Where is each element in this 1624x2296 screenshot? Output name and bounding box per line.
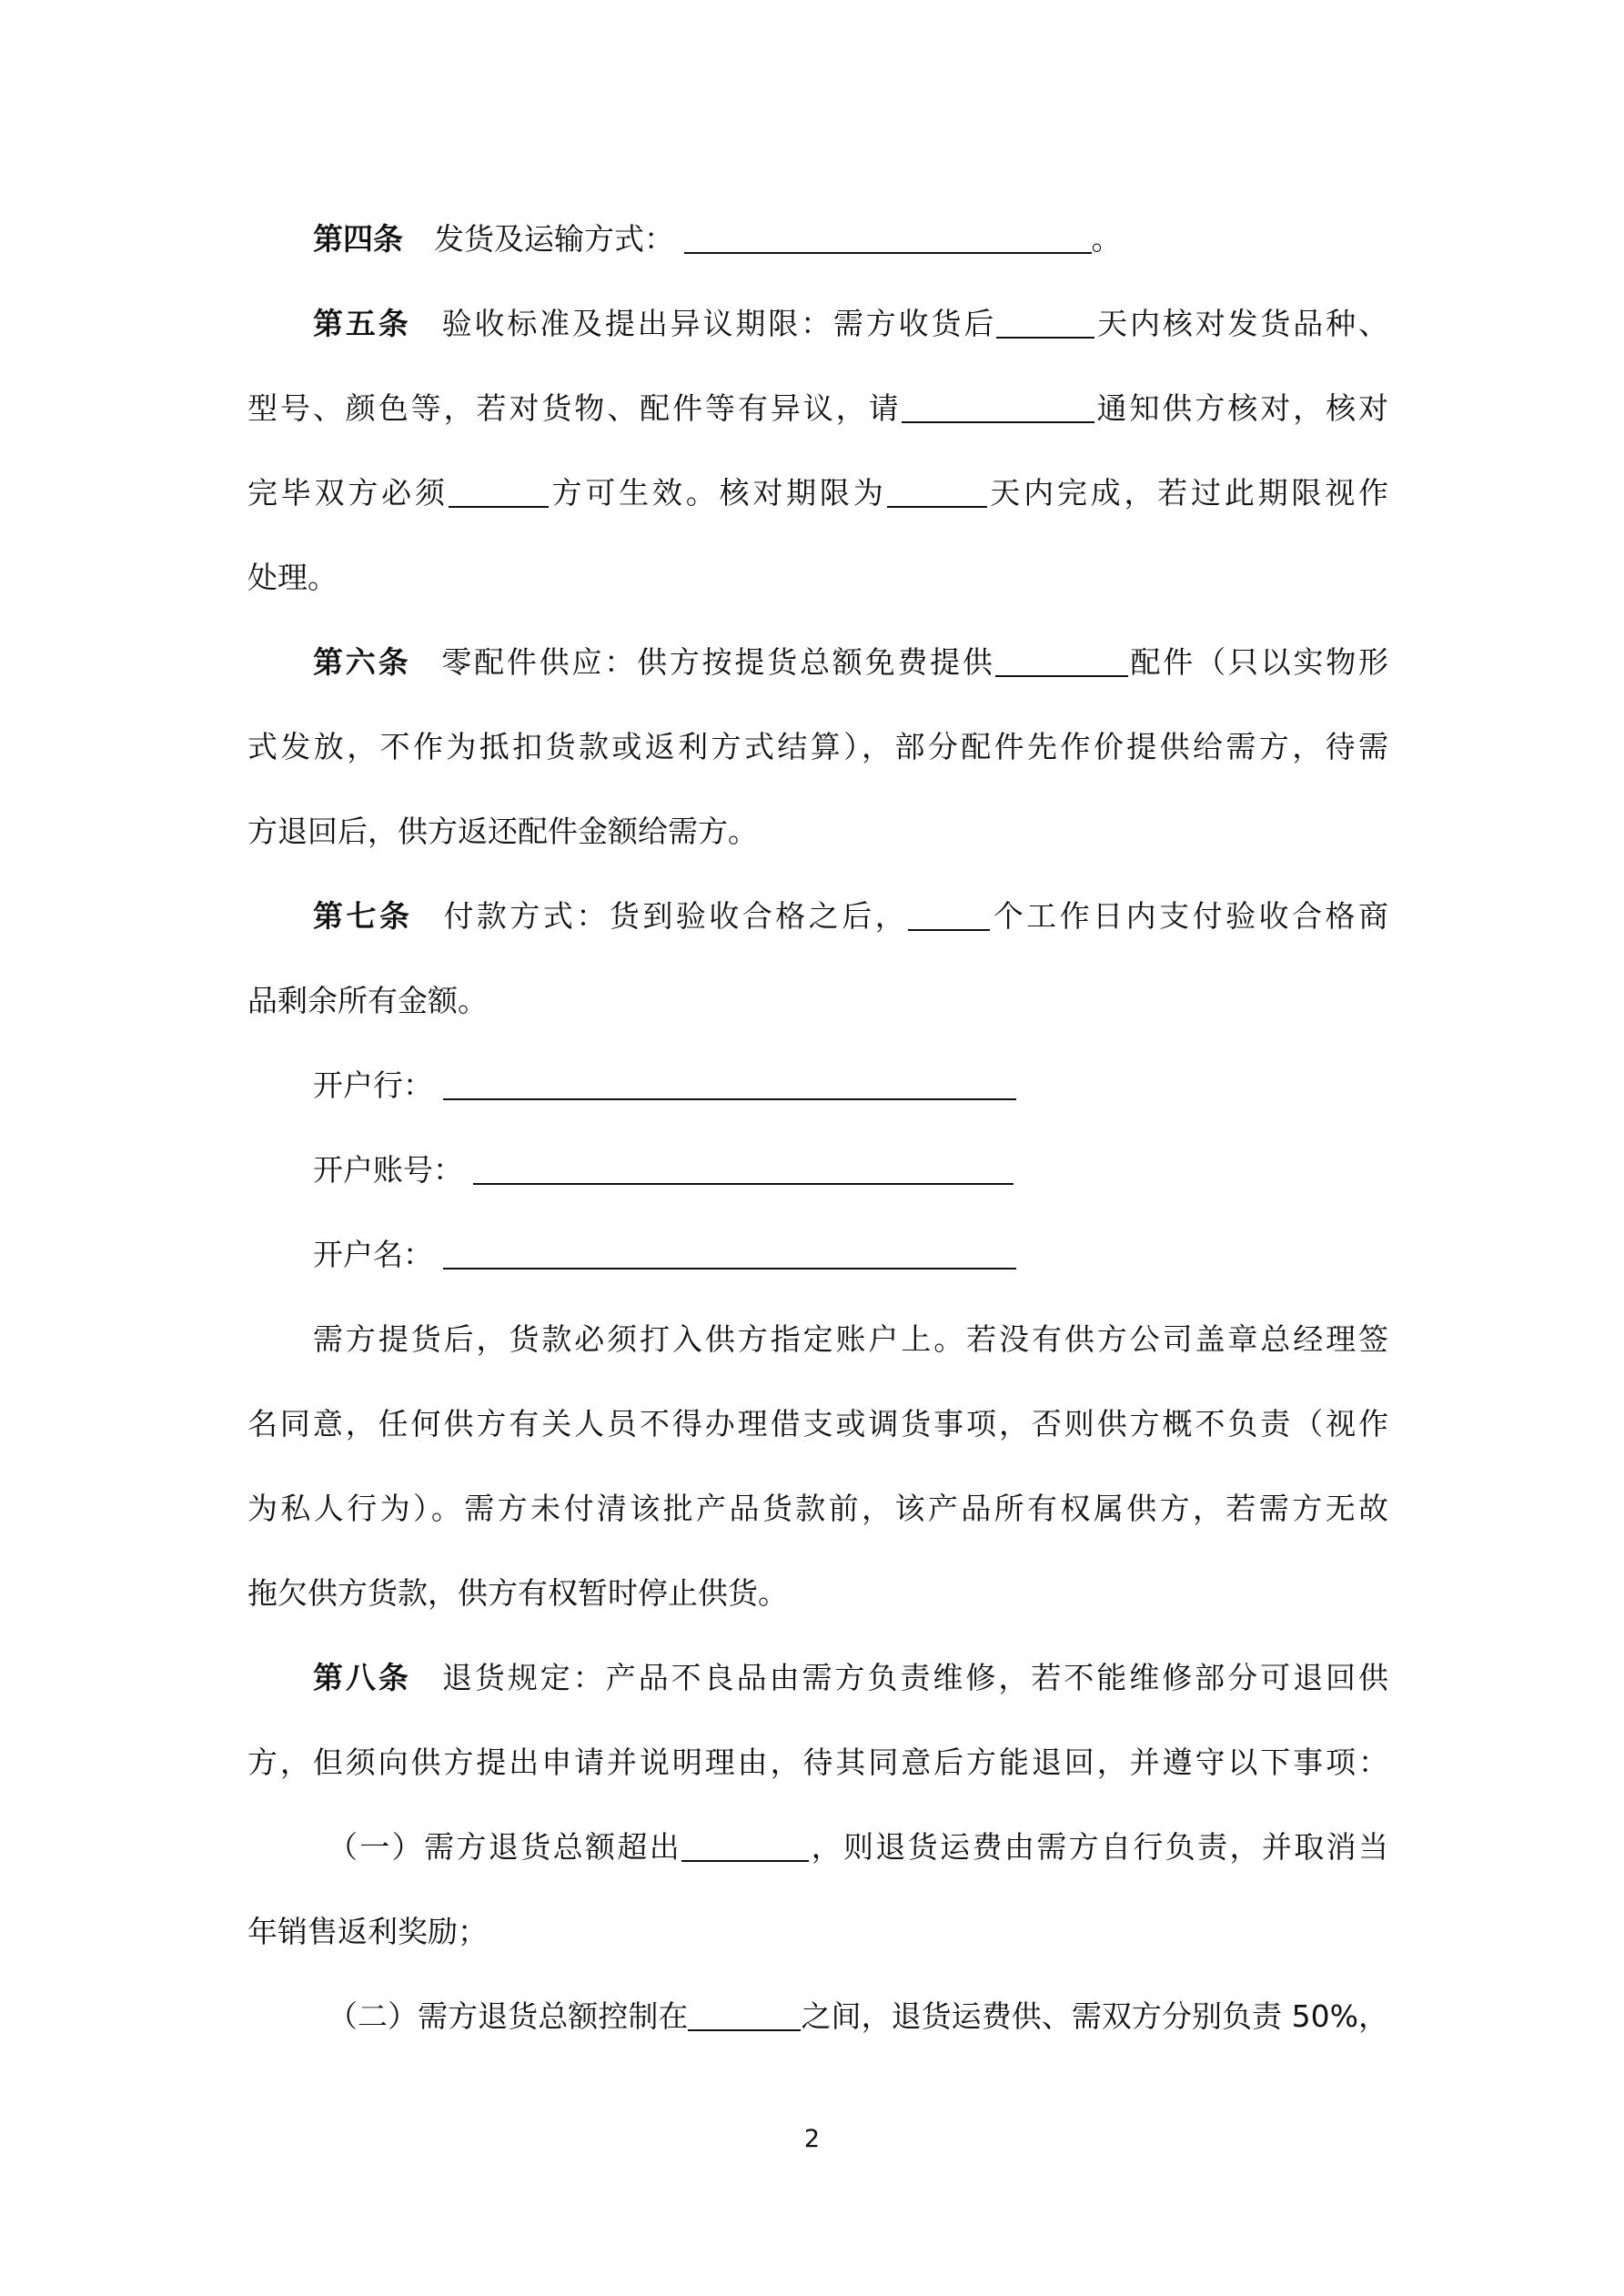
account-label: 开户账号： [313, 1152, 463, 1188]
account-row [247, 1143, 1388, 1228]
article-7-line2: 品剩余所有金额。 [247, 983, 488, 1018]
payment-days-field[interactable] [908, 889, 990, 931]
article-label: 第五条 [313, 306, 411, 341]
article-8-line2: 方，但须向供方提出申请并说明理由，待其同意后方能退回，并遵守以下事项： [247, 1745, 1388, 1780]
shipping-method-field[interactable] [684, 212, 1092, 254]
article-5: 第五条 验收标准及提出异议期限：需方收货后 天内核对发货品种、 [247, 297, 1388, 381]
inspection-days-field[interactable] [996, 297, 1094, 339]
return-range-field[interactable] [688, 1989, 801, 2031]
article-4: 第四条 发货及运输方式： 。 [247, 212, 1388, 297]
article-8-item1: （一）需方退货总额超出 ，则退货运费由需方自行负责，并取消当 [247, 1820, 1388, 1905]
account-name-row [247, 1228, 1388, 1312]
article-label: 第八条 [313, 1660, 411, 1695]
payment-para-line2: 名同意，任何供方有关人员不得办理借支或调货事项，否则供方概不负责（视作 [247, 1406, 1388, 1441]
free-parts-field[interactable] [995, 635, 1128, 677]
bank-row [247, 1058, 1388, 1143]
article-6-line2: 式发放，不作为抵扣货款或返利方式结算），部分配件先作价提供给需方，待需 [247, 729, 1388, 764]
verify-days-field[interactable] [887, 466, 987, 508]
article-label: 第七条 [313, 898, 413, 934]
confirm-method-field[interactable] [449, 466, 549, 508]
article-8: 第八条 退货规定：产品不良品由需方负责维修，若不能维修部分可退回供 [313, 1660, 1389, 1695]
article-7: 第七条 付款方式：货到验收合格之后， 个工作日内支付验收合格商 [247, 889, 1388, 974]
bank-field[interactable] [443, 1058, 1016, 1100]
notify-method-field[interactable] [902, 381, 1094, 423]
article-5-line4: 处理。 [247, 560, 338, 595]
article-5-line2: 型号、颜色等，若对货物、配件等有异议，请 通知供方核对，核对 [247, 381, 1388, 466]
return-limit-field[interactable] [681, 1820, 809, 1862]
bank-label: 开户行： [313, 1067, 433, 1103]
article-8-item1-line2: 年销售返利奖励； [247, 1914, 488, 1949]
account-name-label: 开户名： [313, 1237, 433, 1272]
article-6-line3: 方退回后，供方返还配件金额给需方。 [247, 814, 758, 849]
article-5-line3: 完毕双方必须 方可生效。核对期限为 天内完成，若过此期限视作 [247, 466, 1388, 551]
article-label: 第四条 [313, 221, 403, 257]
account-field[interactable] [473, 1143, 1014, 1185]
payment-para-line4: 拖欠供方货款，供方有权暂时停止供货。 [247, 1575, 788, 1611]
document-page [247, 212, 1388, 2074]
payment-para-line1: 需方提货后，货款必须打入供方指定账户上。若没有供方公司盖章总经理签 [313, 1321, 1388, 1357]
article-label: 第六条 [313, 644, 411, 680]
article-6: 第六条 零配件供应：供方按提货总额免费提供 配件（只以实物形 [247, 635, 1388, 720]
article-8-item2: （二）需方退货总额控制在 之间，退货运费供、需双方分别负责 50%， [247, 1989, 1388, 2074]
account-name-field[interactable] [443, 1228, 1016, 1269]
page-number: 2 [803, 2125, 821, 2153]
payment-para-line3: 为私人行为）。需方未付清该批产品货款前，该产品所有权属供方，若需方无故 [247, 1491, 1388, 1526]
